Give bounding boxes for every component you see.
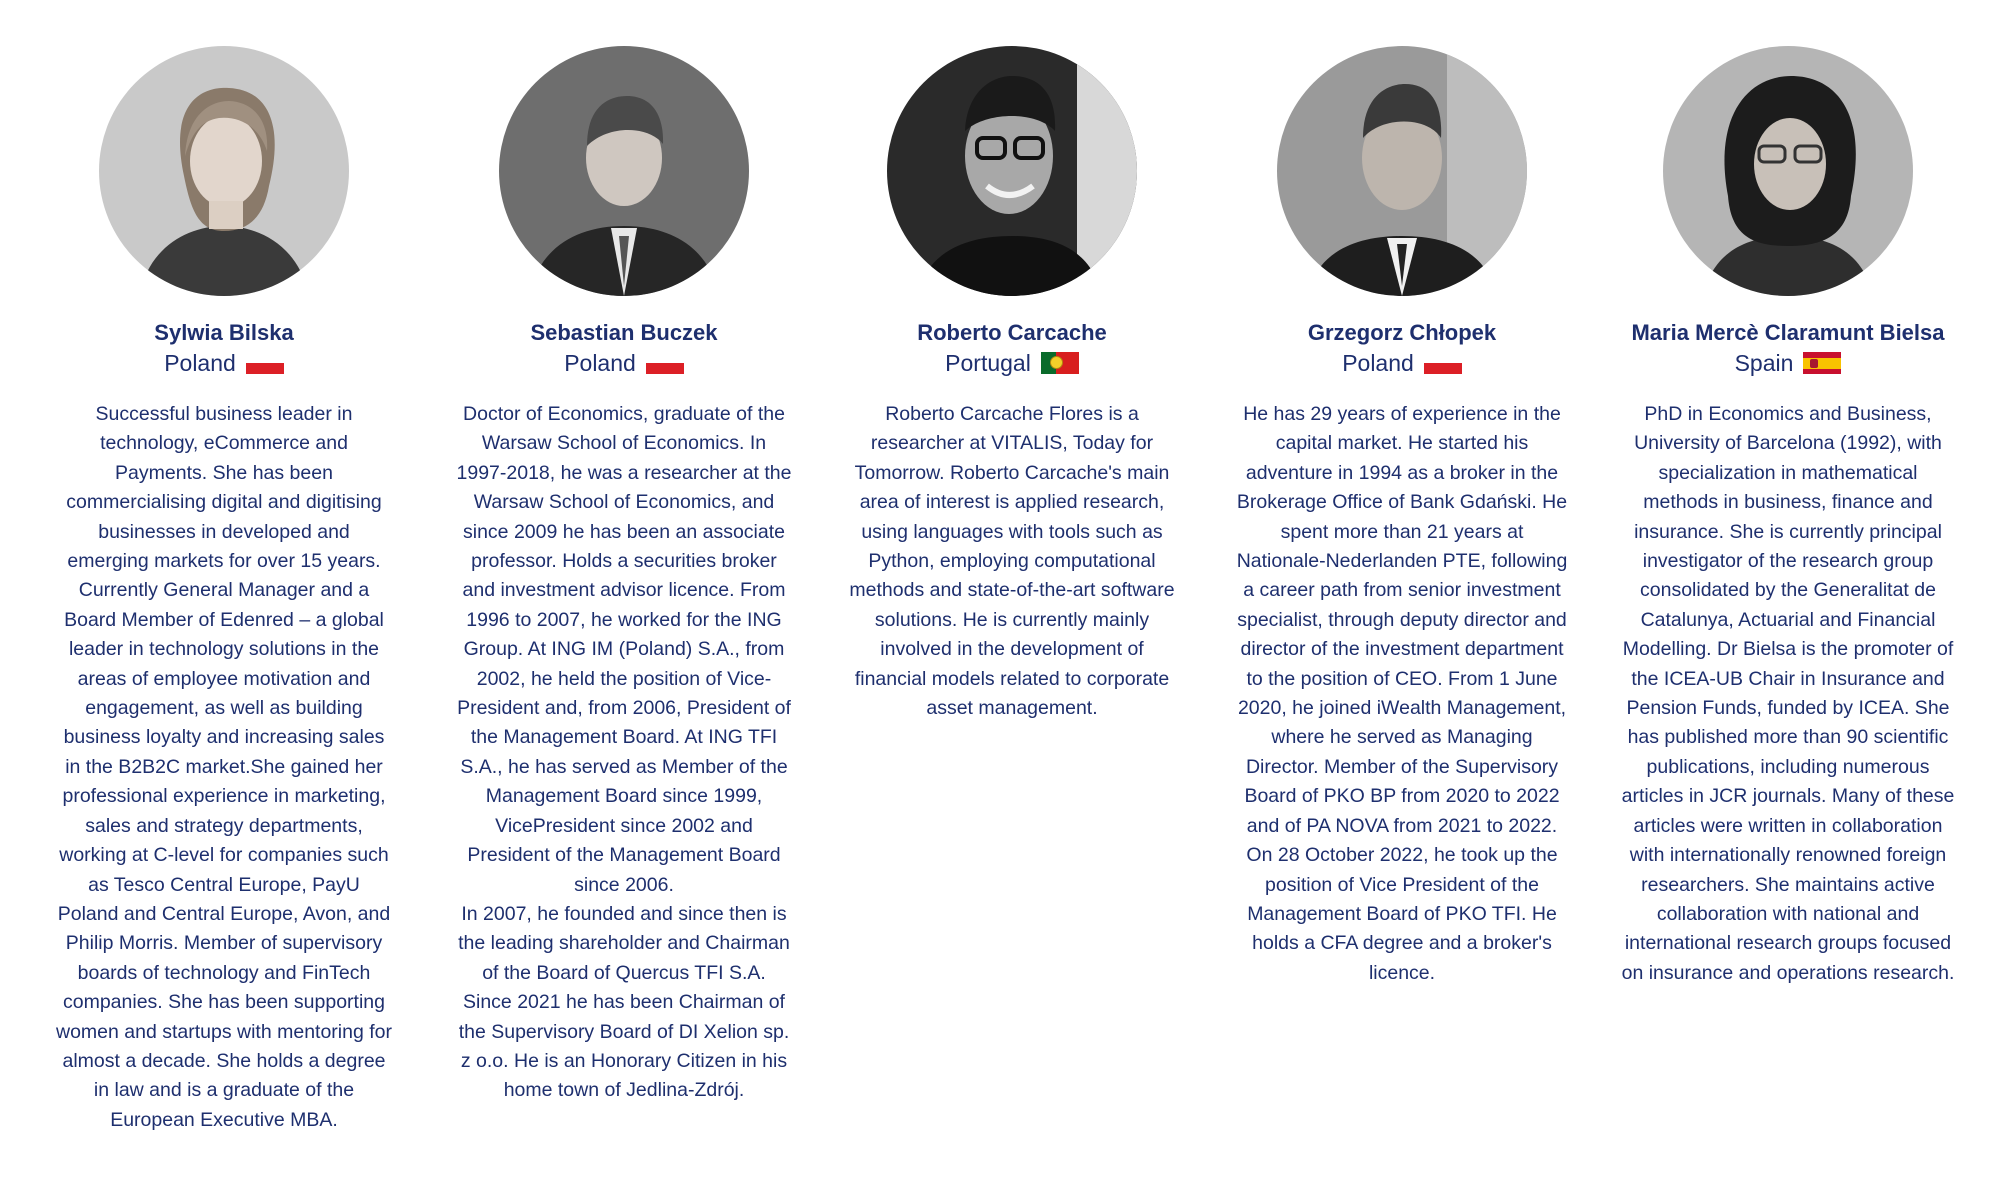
person-bio [1232,400,1572,988]
country-line [842,348,1182,378]
country-name: Poland [564,350,636,376]
portrait-man-tie-icon [1277,46,1527,296]
person-name: Sebastian Buczek [530,320,718,345]
person-bio [454,400,794,1106]
bio-paragraph: He has 29 years of experience in the capital market. He started his adventure in 1994 as a broker in the Brokerage Office of Bank Gdański. He spent more than 21 years at Nationale-Nederlanden PTE, following a career path from senior investment specialist, through deputy director and director of the investment department to the position of CEO. From 1 June 2020, he joined iWealth Management, where he served as Managing Director. Member of the Supervisory Board of PKO BP from 2020 to 2022 and of PA NOVA from 2021 to 2022. On 28 October 2022, he took up the position of Vice President of the Management Board of PKO TFI. He holds a CFA degree and a broker's licence. [1236,403,1568,984]
poland-flag-icon [646,352,684,374]
portrait-woman-blonde-icon [99,46,349,296]
spain-flag-icon [1803,352,1841,374]
bio-paragraph: Successful business leader in technology, eCommerce and Payments. She has been commercialising digital and digitising businesses in developed and emerging markets for over 15 years. Currently General Manager and a Board Member of Edenred – a global leader in technology solutions in the areas of employee motivation and engagement, as well as building business loyalty and increasing sales in the B2B2C market.She gained her professional experience in marketing, sales and strategy departments, working at C-level for companies such as Tesco Central Europe, PayU Poland and Central Europe, Avon, and Philip Morris. Member of supervisory boards of technology and FinTech companies. She has been supporting women and startups with mentoring for almost a decade. She holds a degree in law and is a graduate of the European Executive MBA. [56,403,392,1131]
person-card-sebastian-buczek [454,0,794,1106]
country-name: Poland [164,350,236,376]
person-card-grzegorz-chlopek [1232,0,1572,988]
person-bio [842,400,1182,723]
country-line [454,348,794,378]
bio-paragraph: In 2007, he founded and since then is the leading shareholder and Chairman of the Board of Quercus TFI S.A. Since 2021 he has been Chairman of the Supervisory Board of DI Xelion sp. z o.o. He is an Honorary Citizen in his home town of Jedlina-Zdrój. [458,902,790,1102]
country-name: Poland [1342,350,1414,376]
person-card-maria-merce-claramunt-bielsa [1618,0,1958,988]
person-card-roberto-carcache [842,0,1182,723]
country-name: Spain [1734,350,1794,376]
person-name: Maria Mercè Claramunt Bielsa [1631,320,1945,345]
country-line [1232,348,1572,378]
portrait-photo [499,46,749,296]
portugal-flag-icon [1041,352,1079,374]
bio-paragraph: PhD in Economics and Business, University of Barcelona (1992), with specialization in mathematical methods in business, finance and insurance. She is currently principal investigator of the research group consolidated by the Generalitat de Catalunya, Actuarial and Financial Modelling. Dr Bielsa is the promoter of the ICEA-UB Chair in Insurance and Pension Funds, funded by ICEA. She has published more than 90 scientific publications, including numerous articles in JCR journals. Many of these articles were written in collaboration with internationally renowned foreign researchers. She maintains active collaboration with national and international research groups focused on insurance and operations research. [1621,403,1955,984]
person-name: Grzegorz Chłopek [1307,320,1497,345]
portrait-photo [887,46,1137,296]
portrait-woman-curly-icon [1663,46,1913,296]
person-name: Sylwia Bilska [154,320,294,345]
person-bio [54,400,394,1135]
person-card-sylwia-bilska [54,0,394,1135]
person-name: Roberto Carcache [917,320,1107,345]
portrait-photo [1277,46,1527,296]
country-line [1618,348,1958,378]
person-bio [1618,400,1958,988]
poland-flag-icon [1424,352,1462,374]
bio-paragraph: Roberto Carcache Flores is a researcher at VITALIS, Today for Tomorrow. Roberto Carcache's main area of interest is applied research, using languages with tools such as Python, employing computational methods and state-of-the-art software solutions. He is currently mainly involved in the development of financial models related to corporate asset management. [849,403,1175,720]
portrait-photo [1663,46,1913,296]
country-name: Portugal [945,350,1031,376]
portrait-photo [99,46,349,296]
bio-paragraph: Doctor of Economics, graduate of the Warsaw School of Economics. In 1997-2018, he was a researcher at the Warsaw School of Economics, and since 2009 he has been an associate professor. Holds a securities broker and investment advisor licence. From 1996 to 2007, he worked for the ING Group. At ING IM (Poland) S.A., from 2002, he held the position of Vice-President and, from 2006, President of the Management Board. At ING TFI S.A., he has served as Member of the Management Board since 1999, VicePresident since 2002 and President of the Management Board since 2006. [456,403,792,896]
poland-flag-icon [246,352,284,374]
portrait-man-glasses-icon [887,46,1137,296]
country-line [54,348,394,378]
portrait-man-suit-icon [499,46,749,296]
